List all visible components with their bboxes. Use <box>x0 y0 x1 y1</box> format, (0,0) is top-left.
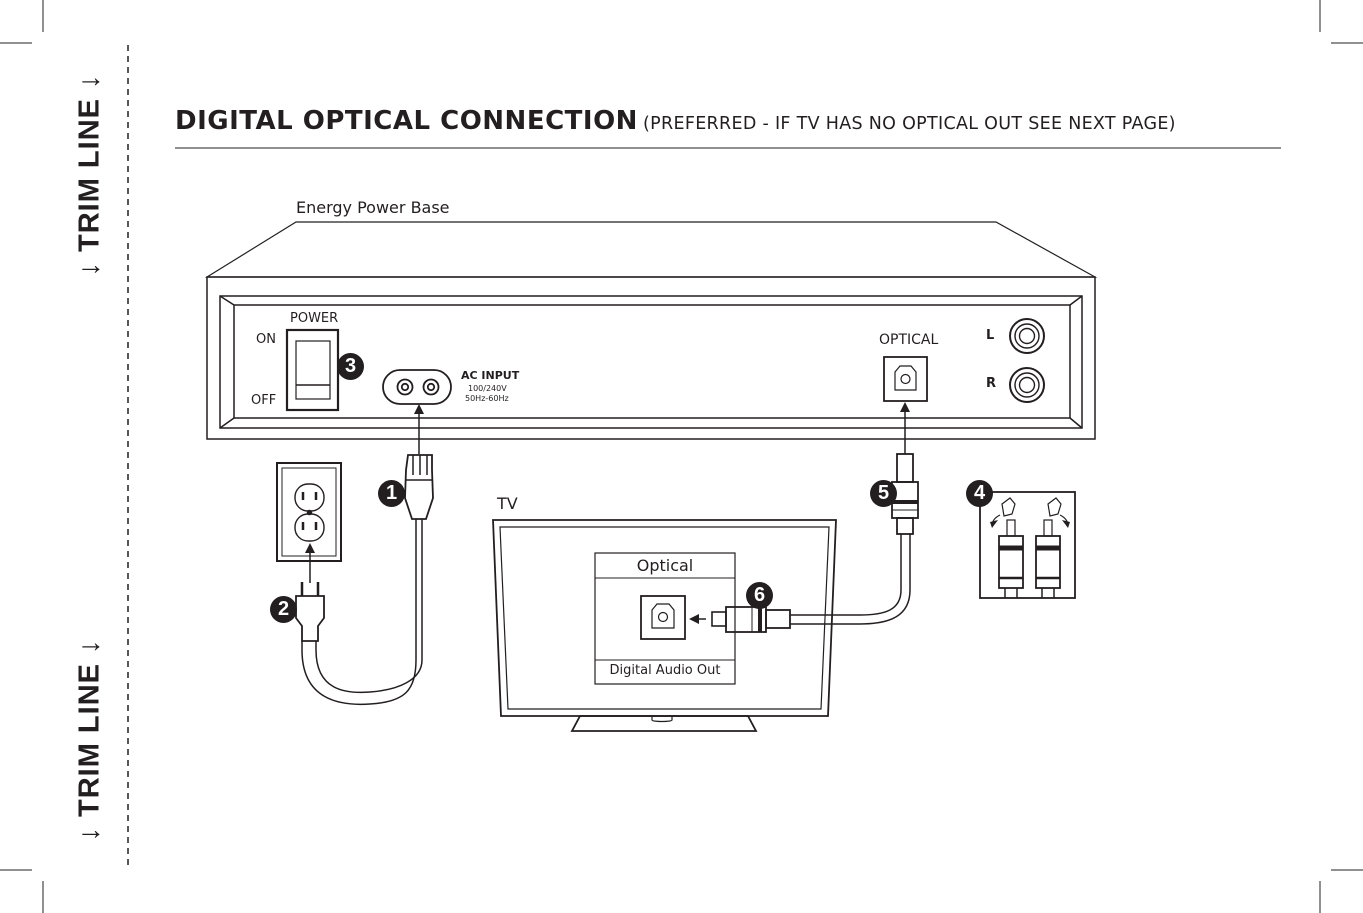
page-title-block <box>175 106 1176 136</box>
optical-port-icon <box>884 357 927 401</box>
page-subtitle: (PREFERRED - IF TV HAS NO OPTICAL OUT SEE NEXT PAGE) <box>643 114 1176 134</box>
tv-optical-label: Optical <box>636 556 694 575</box>
rca-cables-icon <box>980 492 1075 598</box>
optical-cable-inner <box>790 534 910 624</box>
right-channel-label: R <box>986 376 997 391</box>
power-label: POWER <box>290 311 339 326</box>
left-channel-label: L <box>986 328 995 343</box>
power-cord <box>302 519 416 704</box>
rca-left-jack-icon <box>1010 319 1044 353</box>
ac-frequency-label: 50Hz-60Hz <box>465 394 509 403</box>
step-3-badge: 3 <box>337 353 364 380</box>
device-name-label: Energy Power Base <box>296 198 450 217</box>
iec-plug-icon <box>405 455 433 519</box>
ac-inlet-icon <box>383 370 451 404</box>
step-1-badge: 1 <box>378 480 405 507</box>
optical-label: OPTICAL <box>879 332 939 348</box>
arrow-iec-plug <box>414 404 424 454</box>
step-6-badge: 6 <box>746 582 773 609</box>
power-base <box>207 222 1095 439</box>
on-label: ON <box>256 332 276 347</box>
optical-plug-icon <box>892 402 918 534</box>
tv-label: TV <box>497 494 518 513</box>
power-cord-inner <box>316 519 422 692</box>
step-4-badge: 4 <box>966 480 993 507</box>
wall-plug-icon <box>296 582 324 641</box>
ac-voltage-label: 100/240V <box>468 384 507 393</box>
ac-input-label: AC INPUT <box>461 369 520 382</box>
step-2-badge: 2 <box>270 596 297 623</box>
trim-line-label-top: ↓ TRIM LINE ↓ <box>73 73 106 277</box>
page-title: DIGITAL OPTICAL CONNECTION <box>175 106 638 136</box>
optical-cable <box>790 534 901 615</box>
step-5-badge: 5 <box>870 480 897 507</box>
tv-digital-out-label: Digital Audio Out <box>609 663 721 678</box>
power-switch-icon <box>287 330 338 410</box>
arrow-plug-outlet <box>305 543 315 583</box>
trim-line-label-bottom: ↓ TRIM LINE ↓ <box>73 638 106 842</box>
off-label: OFF <box>251 393 277 408</box>
rca-right-jack-icon <box>1010 368 1044 402</box>
